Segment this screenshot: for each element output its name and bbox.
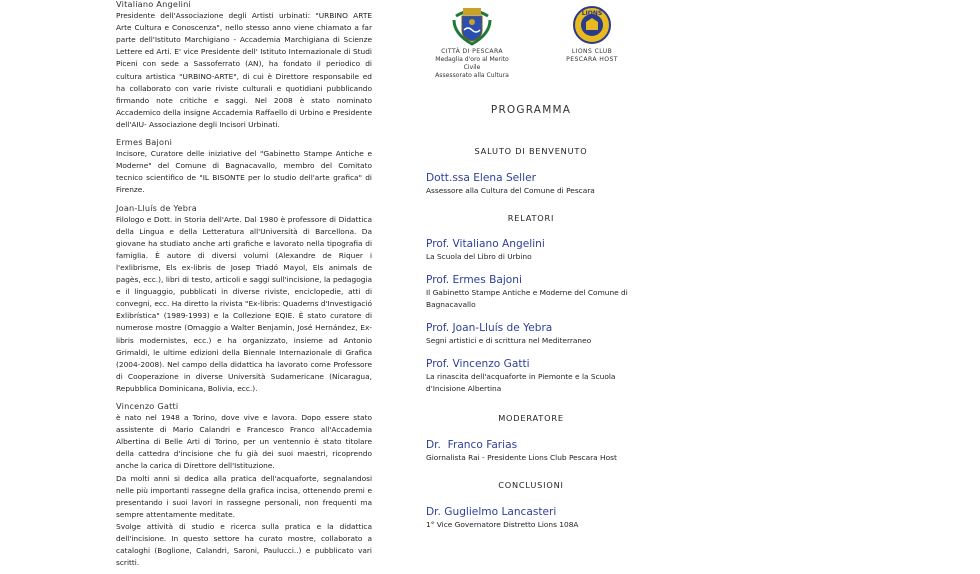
welcome-heading: SALUTO DI BENVENUTO [474,146,588,156]
speaker-name: Prof. Vitaliano Angelini [426,238,545,250]
bio-text: Da molti anni si dedica alla pratica dell'acquaforte, segnalandosi nelle più importanti rassegne della grafica incisa, ottenendo premi e presentando i suoi lavori in rassegne personali, non frequenti ma sempre attentamente meditate. [116,473,372,519]
speaker-topic: Segni artistici e di scrittura nel Mediterraneo [426,336,592,345]
lions-club-label: LIONS CLUB [571,48,613,55]
logos-row [426,4,636,79]
biographies-column [116,0,372,574]
city-of-pescara-logo [426,4,518,80]
speaker-name: Dr. Franco Farias [426,439,518,451]
speaker-name: Prof. Vincenzo Gatti [426,358,530,370]
city-honor: Medaglia d'oro al Merito Civile [435,56,509,71]
bio-name: Vincenzo Gatti [116,401,179,411]
conclusions-heading: CONCLUSIONI [498,480,564,490]
city-name: CITTÀ DI PESCARA [441,48,503,55]
speakers-heading: RELATORI [507,213,555,223]
speaker-topic: Il Gabinetto Stampe Antiche e Moderne del Comune di Bagnacavallo [426,288,628,309]
conclusions-speaker [426,506,646,531]
moderator [426,439,646,464]
speaker-name: Dr. Guglielmo Lancasteri [426,506,557,518]
moderator-heading: MODERATORE [498,413,564,423]
speaker-gatti [426,358,636,395]
speaker-role: Assessore alla Cultura del Comune di Pescara [426,186,595,195]
welcome-speaker [426,172,646,197]
speaker-role: Giornalista Rai - Presidente Lions Club Pescara Host [426,453,617,462]
speaker-name: Dott.ssa Elena Seller [426,172,536,184]
bio-text: Svolge attività di studio e ricerca sulla pratica e la didattica dell'incisione. In questo settore ha curato mostre, collaborato a cataloghi (Boglione, Calandri, Saroni, Paulucci..) e pubblicato vari scritti. [116,521,372,568]
speaker-name: Prof. Joan-Lluís de Yebra [426,322,553,334]
bio-name: Ermes Bajoni [116,137,173,148]
bio-bajoni [116,136,372,196]
bio-angelini [116,0,372,131]
bio-de-yebra [116,202,372,396]
speaker-topic: La rinascita dell'acquaforte in Piemonte e la Scuola d'Incisione Albertina [426,372,616,393]
lions-club-name: PESCARA HOST [566,56,618,63]
bio-text: Filologo e Dott. in Storia dell'Arte. Dal 1980 è professore di Didattica della Lingua e della Letteratura all'Università di Barcellona. Da giovane ha studiato anche arti grafiche e lavorato nella tipografia di famiglia. È autore di diversi volumi (Alexandre de Riquer i l'exlibrisme, Els ex-libris de Josep Triadó Mayol, Els animals de pagès, ecc.), libri di testo, articoli e saggi sull'incisione, la pedagogia e il linguaggio, pubblicati in diverse riviste, enciclopedie, atti di convegni, ecc. Ha diretto la rivista "Ex-libris: Quaderns d'Investigació Exlibrística" (1989-1993) e la Collezione EQIE. È stato curatore di numerose mostre (Omaggio a Walter Benjamin, José Hernández, Ex-libris modernistes, ecc.) e ha organizzato, insieme ad Antonio Grimaldi, le ultime edizioni della Biennale Internazionale di Grafica (2004-2008). Nel campo della didattica ha lavorato come Professore di Cooperazione in diverse Università Sudamericane (Nicaragua, Repubblica Dominicana, Bolivia, ecc.). [116,214,372,393]
speaker-name: Prof. Ermes Bajoni [426,274,522,286]
coat-of-arms-icon [452,4,492,46]
speaker-topic: La Scuola del Libro di Urbino [426,252,532,261]
bio-text: è nato nel 1948 a Torino, dove vive e lavora. Dopo essere stato assistente di Mario Calandri e Francesco Franco all'Accademia Albertina di Belle Arti di Torino, per un ventennio è stato titolare della cattedra d'incisione che fu già dei suoi maestri, ricoprendo anche la carica di Direttore dell'Istituzione. [116,413,372,471]
lions-club-logo [548,4,636,64]
lions-badge-text: LIONS [581,10,603,17]
lions-emblem-icon [572,4,612,46]
speaker-de-yebra [426,322,646,347]
speaker-angelini [426,238,646,263]
bio-name: Joan-Lluís de Yebra [116,202,197,213]
bio-text: Presidente dell'Associazione degli Artisti urbinati: "URBINO ARTE Arte Cultura e Conoscenza", nello stesso anno viene chiamato a far parte dell'Istituto Marchigiano - Accademia Marchigiana di Scienze Lettere ed Arti. E' vice Presidente dell' Istituto Internazionale di Studi Piceni con sede a Sassoferrato (AN), ha fondato il periodico di cultura artistica "URBINO-ARTE", di cui è Direttore responsabile ed ha collaborato con varie riviste culturali e quotidiani pubblicando firmando note critiche e saggi. Nel 2008 è stato nominato Accademico della insigne Accademia Raffaello di Urbino e Presidente dell'AIU- Associazione degli Incisori Urbinati. [116,11,372,129]
bio-name: Vitaliano Angelini [116,0,191,9]
speaker-role: 1° Vice Governatore Distretto Lions 108A [426,520,579,529]
bio-gatti [116,400,372,569]
city-department: Assessorato alla Cultura [435,72,509,79]
program-title: PROGRAMMA [490,104,572,116]
bio-text: Incisore, Curatore delle iniziative del "Gabinetto Stampe Antiche e Moderne" del Comune di Bagnacavallo, membro del Comitato tecnico scientifico de "IL BISONTE per lo studio dell'arte grafica" di Firenze. [116,149,372,195]
speaker-bajoni [426,274,636,311]
